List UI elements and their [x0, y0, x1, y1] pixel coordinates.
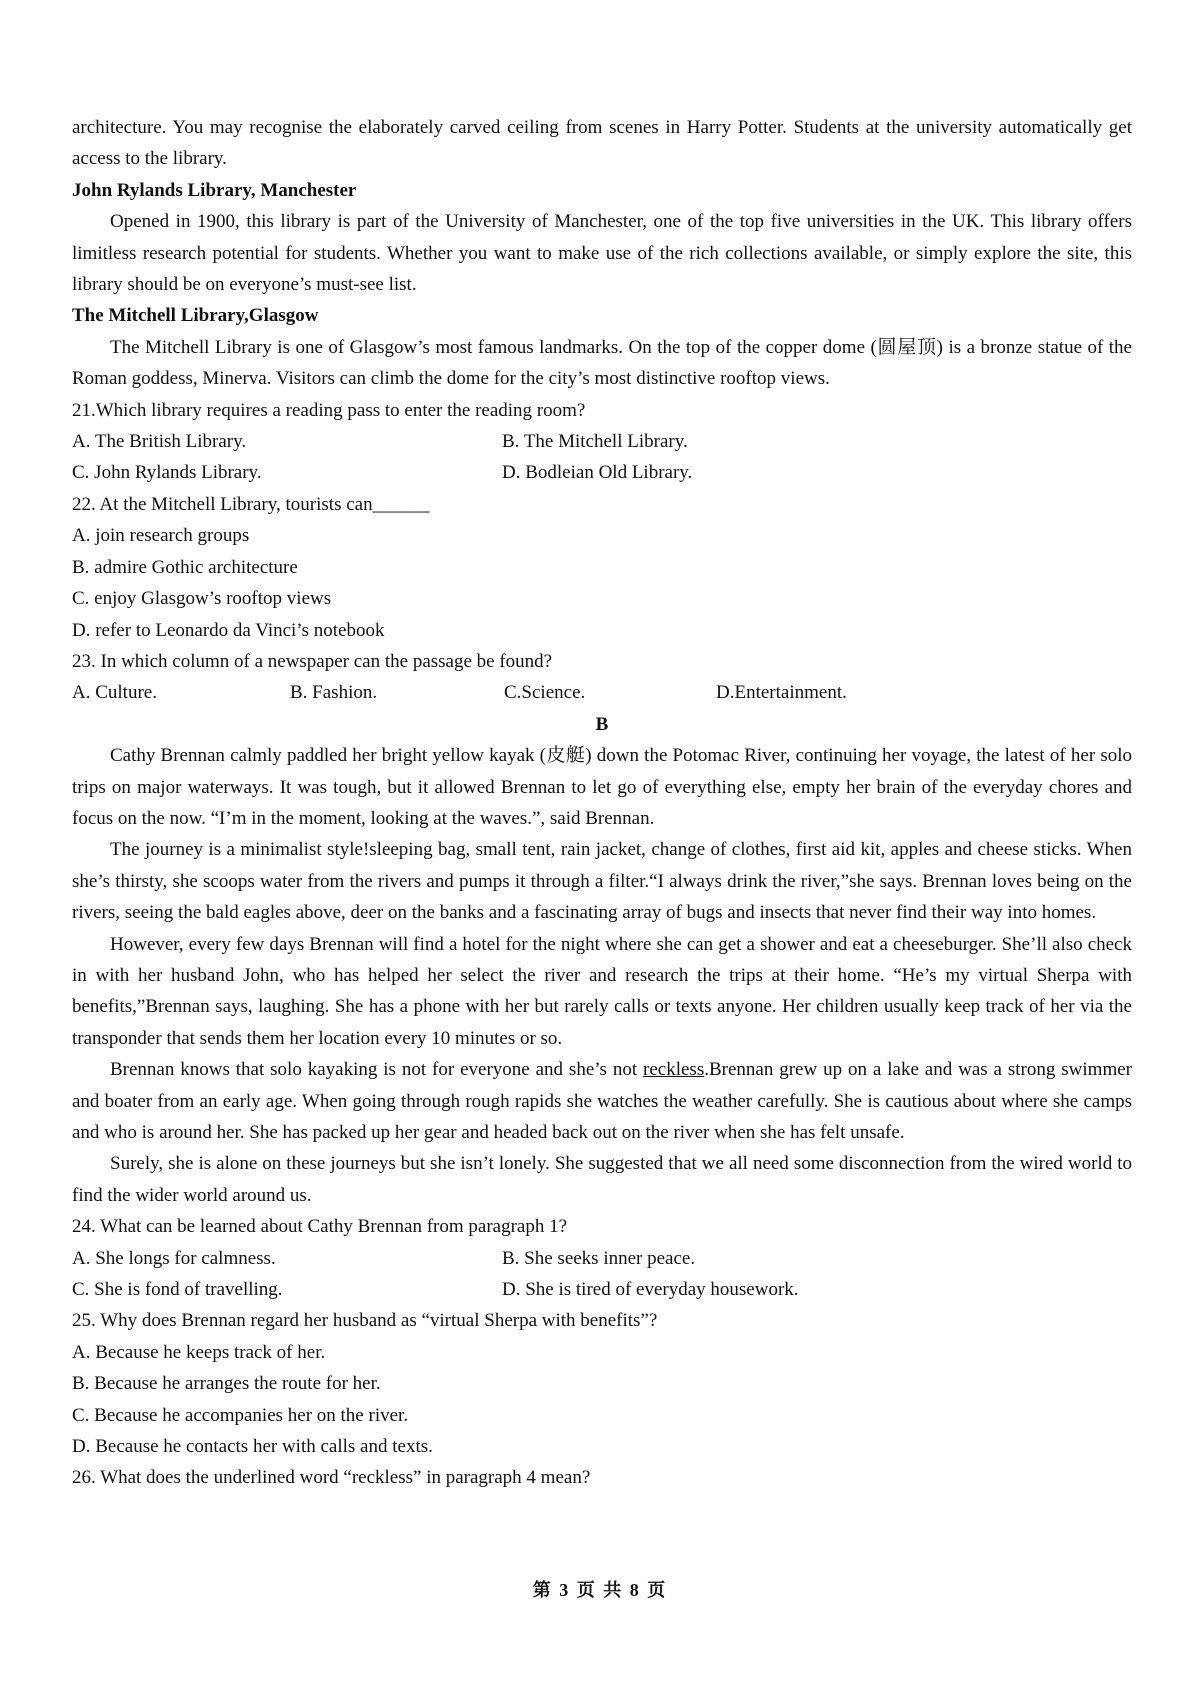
passage-b-paragraph-4 [72, 1054, 1132, 1148]
question-22-option-d: D. refer to Leonardo da Vinci’s notebook [72, 619, 385, 641]
question-23-options [72, 677, 1132, 708]
question-21-options-row-1 [72, 426, 1132, 457]
passage-b-paragraph-2: The journey is a minimalist style!sleeping bag, small tent, rain jacket, change of clothes, first aid kit, apples and cheese sticks. When she’s thirsty, she scoops water from the rivers and pumps it through a filter.“I always drink the river,”she says. Brennan loves being on the rivers, seeing the bald eagles above, deer on the banks and a fascinating array of bugs and insects that never find their way into homes. [72, 839, 1132, 924]
question-25-stem: 25. Why does Brennan regard her husband as “virtual Sherpa with benefits”? [72, 1310, 658, 1332]
passage-b-paragraph-5: Surely, she is alone on these journeys but she isn’t lonely. She suggested that we all need some disconnection from the wired world to find the wider world around us. [72, 1153, 1132, 1206]
page-content [72, 112, 1132, 1494]
passage-b-paragraph-3: However, every few days Brennan will find a hotel for the night where she can get a shower and eat a cheeseburger. She’ll also check in with her husband John, who has helped her select the river and research the trips at their home. “He’s my virtual Sherpa with benefits,”Brennan says, laughing. She has a phone with her but rarely calls or texts anyone. Her children usually keep track of her via the transponder that sends them her location every 10 minutes or so. [72, 933, 1132, 1049]
section-b-label: B [595, 713, 609, 735]
passage-b-paragraph-1: Cathy Brennan calmly paddled her bright yellow kayak (皮艇) down the Potomac River, continuing her voyage, the latest of her solo trips on major waterways. It was tough, but it allowed Brennan to let go of everything else, empty her brain of the everyday chores and focus on the now. “I’m in the moment, looking at the waves.”, said Brennan. [72, 745, 1132, 829]
question-23-option-a: A. Culture. [72, 682, 157, 704]
question-24-option-a: A. She longs for calmness. [72, 1247, 276, 1269]
question-21-option-a: A. The British Library. [72, 431, 247, 453]
question-23-option-c: C.Science. [504, 682, 586, 704]
question-25-option-d: D. Because he contacts her with calls and texts. [72, 1436, 433, 1458]
question-22-stem: 22. At the Mitchell Library, tourists can______ [72, 493, 430, 515]
underlined-word-reckless: reckless [643, 1059, 705, 1081]
bodleian-paragraph-end: architecture. You may recognise the elaborately carved ceiling from scenes in Harry Potter. Students at the university automatically get access to the library. [72, 117, 1132, 170]
question-23-option-d: D.Entertainment. [716, 682, 847, 704]
question-25-option-c: C. Because he accompanies her on the river. [72, 1404, 409, 1426]
question-21-option-d: D. Bodleian Old Library. [502, 462, 693, 484]
rylands-paragraph: Opened in 1900, this library is part of the University of Manchester, one of the top five universities in the UK. This library offers limitless research potential for students. Whether you want to make use of the rich collections available, or simply explore the site, this library should be on everyone’s must-see list. [72, 211, 1132, 296]
question-21-stem: 21.Which library requires a reading pass to enter the reading room? [72, 399, 586, 421]
question-21-option-b: B. The Mitchell Library. [502, 431, 688, 453]
rylands-heading: John Rylands Library, Manchester [72, 179, 357, 201]
question-24-option-b: B. She seeks inner peace. [502, 1247, 696, 1269]
question-26-stem: 26. What does the underlined word “reckless” in paragraph 4 mean? [72, 1467, 591, 1489]
question-22-option-b: B. admire Gothic architecture [72, 556, 298, 578]
question-24-options-row-1 [72, 1243, 1132, 1274]
question-24-option-c: C. She is fond of travelling. [72, 1279, 283, 1301]
question-21-option-c: C. John Rylands Library. [72, 462, 262, 484]
page-number-footer: 第 3 页 共 8 页 [532, 1580, 668, 1600]
question-25-option-b: B. Because he arranges the route for her. [72, 1373, 381, 1395]
paragraph-4-before: Brennan knows that solo kayaking is not for everyone and she’s not [110, 1059, 644, 1081]
question-24-options-row-2 [72, 1274, 1132, 1305]
question-23-option-b: B. Fashion. [290, 682, 378, 704]
question-25-option-a: A. Because he keeps track of her. [72, 1341, 326, 1363]
paragraph-4-after: .Brennan grew up on a lake and was a strong swimmer and boater from an early age. When going through rough rapids she watches the weather carefully. She is cautious about where she camps and who is around her. She has packed up her gear and headed back out on the river when she has felt unsafe. [72, 1059, 1132, 1143]
question-22-option-a: A. join research groups [72, 525, 250, 547]
question-21-options-row-2 [72, 457, 1132, 488]
question-23-stem: 23. In which column of a newspaper can the passage be found? [72, 650, 553, 672]
mitchell-heading: The Mitchell Library,Glasgow [72, 305, 319, 327]
question-22-option-c: C. enjoy Glasgow’s rooftop views [72, 588, 332, 610]
mitchell-paragraph: The Mitchell Library is one of Glasgow’s most famous landmarks. On the top of the copper dome (圆屋顶) is a bronze statue of the Roman goddess, Minerva. Visitors can climb the dome for the city’s most distinctive rooftop views. [72, 336, 1132, 390]
question-24-stem: 24. What can be learned about Cathy Brennan from paragraph 1? [72, 1216, 568, 1238]
question-24-option-d: D. She is tired of everyday housework. [502, 1279, 799, 1301]
